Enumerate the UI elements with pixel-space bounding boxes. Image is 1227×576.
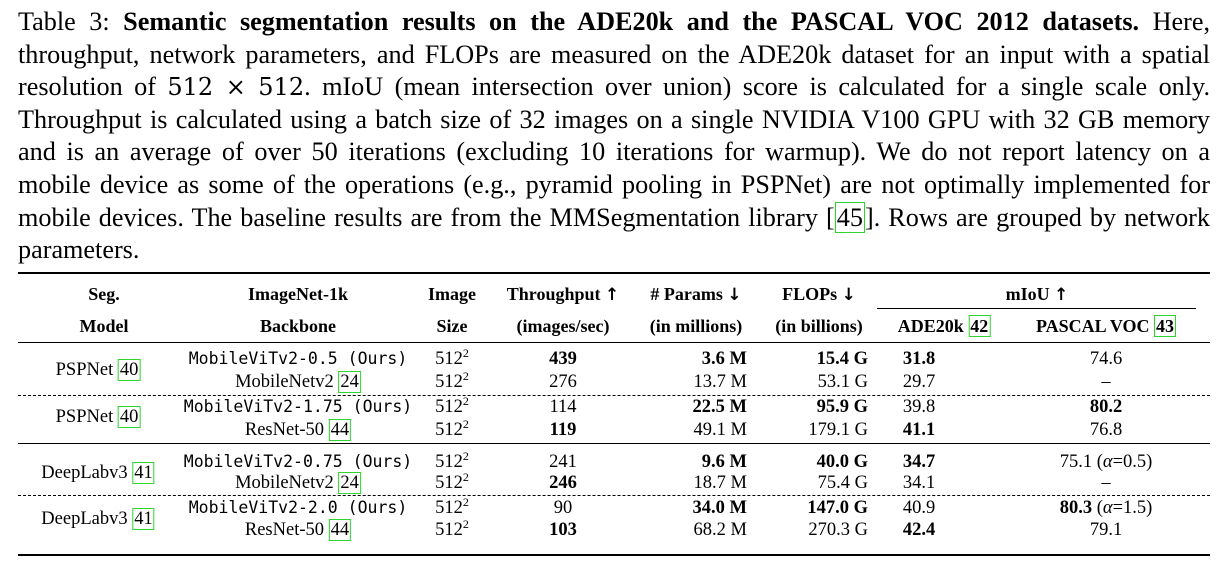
size-exponent: 2 <box>462 345 469 360</box>
flops-cell: 270.3 G <box>808 520 868 540</box>
table-bottom-rule <box>18 554 1210 556</box>
voc-cell <box>1060 451 1153 473</box>
arrow-up-icon: ↑ <box>1054 285 1069 305</box>
caption-citation-link[interactable]: 45 <box>836 202 863 232</box>
caption-text-1: Here, throughput, network parameters, and FLOPs are measured on the ADE20k dataset for an input with a spatial resolution of <box>18 7 1211 102</box>
voc-paren: ( <box>1092 498 1103 518</box>
voc-cell: 80.2 <box>1089 397 1123 417</box>
ade20k-cell: 40.9 <box>902 498 936 518</box>
flops-cell: 40.0 G <box>816 452 868 472</box>
model-cell <box>56 406 141 428</box>
ade20k-cell: 34.7 <box>902 452 936 472</box>
header-flops-label: FLOPs <box>782 284 838 304</box>
backbone-citation-link[interactable]: 24 <box>340 372 359 392</box>
flops-cell: 147.0 G <box>807 498 868 518</box>
header-flops <box>782 283 856 306</box>
voc-value: 75.1 ( <box>1059 452 1103 472</box>
size-exponent: 2 <box>462 494 469 509</box>
header-ade20k <box>898 315 991 337</box>
size-value: 512 <box>435 397 463 417</box>
size-cell <box>435 494 469 519</box>
size-exponent: 2 <box>462 516 469 531</box>
model-citation-link[interactable]: 40 <box>119 360 139 380</box>
size-exponent: 2 <box>462 393 469 408</box>
alpha-symbol: α <box>1102 498 1113 518</box>
params-cell: 49.1 M <box>693 420 747 440</box>
backbone-name: MobileNetv2 <box>235 473 334 493</box>
header-params <box>650 283 741 306</box>
table-header-rule <box>18 342 1210 343</box>
ade20k-cell: 42.4 <box>902 520 936 540</box>
voc-alpha-value: =1.5) <box>1112 498 1153 518</box>
model-name: PSPNet <box>55 360 114 380</box>
size-exponent: 2 <box>462 469 469 484</box>
ade20k-cell: 41.1 <box>902 420 936 440</box>
arrow-up-icon: ↑ <box>604 285 620 305</box>
size-exponent: 2 <box>462 416 469 431</box>
throughput-cell: 241 <box>549 452 577 472</box>
model-citation-link[interactable]: 41 <box>134 509 153 529</box>
header-voc-label: PASCAL VOC <box>1036 316 1150 336</box>
backbone-cell: MobileViTv2-1.75 (Ours) <box>183 397 413 416</box>
header-backbone: Backbone <box>259 316 337 336</box>
throughput-cell: 439 <box>549 349 577 369</box>
voc-cell: 76.8 <box>1089 420 1123 440</box>
backbone-cell: MobileViTv2-0.75 (Ours) <box>183 452 413 471</box>
backbone-cell <box>235 371 361 393</box>
throughput-cell: 103 <box>549 520 577 540</box>
header-imagenet: ImageNet-1k <box>248 284 348 304</box>
backbone-name: MobileNetv2 <box>235 372 334 392</box>
params-cell: 3.6 M <box>701 349 747 369</box>
header-miou-label: mIoU <box>1005 284 1050 304</box>
voc-cell: – <box>1101 372 1111 392</box>
throughput-cell: 276 <box>549 372 577 392</box>
ade20k-cell: 34.1 <box>902 473 936 493</box>
size-value: 512 <box>435 420 463 440</box>
flops-cell: 53.1 G <box>817 372 868 392</box>
model-citation-link[interactable]: 40 <box>119 407 139 427</box>
params-cell: 18.7 M <box>693 473 747 493</box>
header-flops-unit: (in billions) <box>775 316 863 336</box>
params-cell: 34.0 M <box>692 498 747 518</box>
backbone-cell <box>245 419 351 441</box>
miou-underline <box>877 308 1196 309</box>
alpha-symbol: α <box>1102 452 1113 472</box>
size-value: 512 <box>435 498 463 518</box>
flops-cell: 75.4 G <box>817 473 868 493</box>
header-seg: Seg. <box>88 284 120 304</box>
size-value: 512 <box>435 372 463 392</box>
voc-value: 80.3 <box>1059 498 1093 518</box>
ade20k-citation-link[interactable]: 42 <box>970 316 989 336</box>
header-throughput-unit: (images/sec) <box>516 316 610 336</box>
header-size: Size <box>436 316 468 336</box>
model-cell <box>56 359 141 381</box>
header-params-unit: (in millions) <box>649 316 743 336</box>
size-value: 512 <box>435 349 463 369</box>
size-exponent: 2 <box>462 368 469 383</box>
table-caption <box>18 6 1210 267</box>
size-value: 512 <box>435 520 463 540</box>
size-cell <box>435 345 469 370</box>
size-cell <box>435 469 469 494</box>
caption-label: Table 3: <box>18 7 110 36</box>
throughput-cell: 246 <box>549 473 577 493</box>
size-cell <box>435 393 469 418</box>
arrow-down-icon: ↓ <box>727 285 742 305</box>
model-name: DeepLabv3 <box>41 509 128 529</box>
params-cell: 13.7 M <box>693 372 747 392</box>
model-citation-link[interactable]: 41 <box>134 463 153 483</box>
throughput-cell: 119 <box>549 420 577 440</box>
ade20k-cell: 39.8 <box>902 397 936 417</box>
backbone-name: ResNet-50 <box>244 420 324 440</box>
caption-title: Semantic segmentation results on the ADE20k and the PASCAL VOC 2012 datasets. <box>123 7 1140 36</box>
header-pascal-voc <box>1036 315 1176 337</box>
model-cell <box>41 508 154 530</box>
throughput-cell: 114 <box>549 397 577 417</box>
header-model: Model <box>79 316 129 336</box>
backbone-cell: MobileViTv2-2.0 (Ours) <box>188 498 408 517</box>
caption-resolution: 512 × 512 <box>167 73 305 102</box>
backbone-name: ResNet-50 <box>244 520 324 540</box>
backbone-cell <box>245 519 351 541</box>
header-ade20k-label: ADE20k <box>897 316 964 336</box>
caption-text-3: ]. Rows are grouped by network parameters. <box>18 202 1210 265</box>
voc-cell: – <box>1101 473 1111 493</box>
voc-citation-link[interactable]: 43 <box>1156 316 1174 336</box>
header-throughput-label: Throughput <box>506 284 601 304</box>
model-name: DeepLabv3 <box>41 463 128 483</box>
size-value: 512 <box>435 473 463 493</box>
params-cell: 22.5 M <box>692 397 747 417</box>
params-cell: 68.2 M <box>693 520 747 540</box>
voc-cell: 79.1 <box>1089 520 1123 540</box>
arrow-down-icon: ↓ <box>841 285 856 305</box>
voc-alpha-value: =0.5) <box>1112 452 1153 472</box>
header-throughput <box>507 283 619 306</box>
group-solid-divider <box>18 443 1210 444</box>
size-cell <box>435 368 469 393</box>
size-cell <box>435 416 469 441</box>
header-image: Image <box>428 284 476 304</box>
size-value: 512 <box>435 452 463 472</box>
backbone-citation-link[interactable]: 44 <box>330 520 350 540</box>
backbone-citation-link[interactable]: 44 <box>330 420 350 440</box>
size-cell <box>435 516 469 541</box>
throughput-cell: 90 <box>553 498 573 518</box>
ade20k-cell: 31.8 <box>902 349 936 369</box>
model-name: PSPNet <box>55 407 114 427</box>
caption-text-2: . mIoU (mean intersection over union) score is calculated for a single scale only. Throughput is calculated using a batch size of 32 images on a single NVIDIA V100 GPU with 32 GB memory and is an average of over 50 iterations (excluding 10 iterations for warmup). We do not report latency on a mobile device as some of the operations (e.g., pyramid pooling in PSPNet) are not optimally implemented for mobile devices. The baseline results are from the MMSegmentation library [ <box>18 72 1210 232</box>
size-exponent: 2 <box>462 448 469 463</box>
flops-cell: 179.1 G <box>808 420 868 440</box>
ade20k-cell: 29.7 <box>902 372 936 392</box>
backbone-citation-link[interactable]: 24 <box>340 473 359 493</box>
backbone-cell <box>235 472 361 494</box>
header-params-label: # Params <box>650 284 723 304</box>
model-cell <box>41 462 154 484</box>
flops-cell: 15.4 G <box>816 349 868 369</box>
flops-cell: 95.9 G <box>816 397 868 417</box>
table-top-rule <box>18 272 1210 274</box>
group-dashed-divider <box>18 495 1210 496</box>
header-miou <box>1006 283 1069 306</box>
params-cell: 9.6 M <box>701 452 747 472</box>
backbone-cell: MobileViTv2-0.5 (Ours) <box>188 349 408 368</box>
voc-cell <box>1060 497 1153 519</box>
voc-cell: 74.6 <box>1089 349 1123 369</box>
